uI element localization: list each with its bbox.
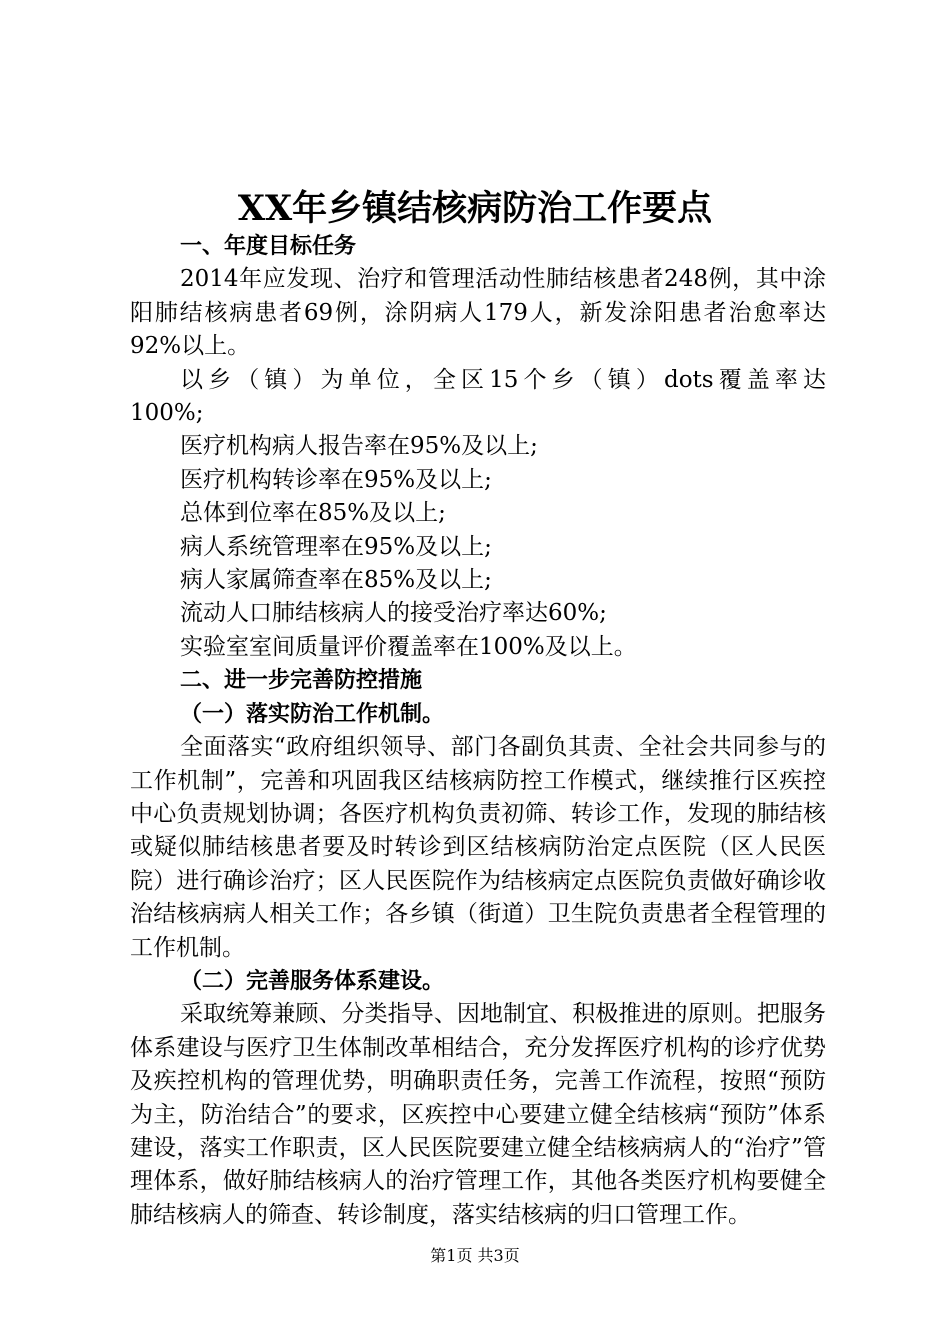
section-heading-annual-goals: 一、年度目标任务 xyxy=(180,234,357,259)
target-item: 实验室室间质量评价覆盖率在100%及以上。 xyxy=(180,633,637,660)
coverage-paragraph-line1: 以乡（镇）为单位，全区15个乡（镇）dots覆盖率达 xyxy=(180,366,826,393)
target-item: 病人家属筛查率在85%及以上; xyxy=(180,567,492,594)
coverage-paragraph-line2: 100%; xyxy=(130,400,204,427)
page-footer: 第1页 共3页 xyxy=(430,1246,520,1265)
target-item: 医疗机构转诊率在95%及以上; xyxy=(180,466,492,493)
section-heading-prevention-measures: 二、进一步完善防控措施 xyxy=(180,668,423,694)
target-item: 总体到位率在85%及以上; xyxy=(180,500,446,527)
subsection-heading-service-system: （二）完善服务体系建设。 xyxy=(180,968,445,994)
document-title: XX年乡镇结核病防治工作要点 xyxy=(237,188,713,229)
mechanism-paragraph: 全面落实“政府组织领导、部门各副负其责、全社会共同参与的工作机制”，完善和巩固我区结核病防控工作模式，继续推行区疾控中心负责规划协调；各医疗机构负责初筛、转诊工作，发现的肺结核或疑似肺结核患者要及时转诊到区结核病防治定点医院（区人民医院）进行确诊治疗；区人民医院作为结核病定点医院负责做好确诊收治结核病病人相关工作；各乡镇（街道）卫生院负责患者全程管理的工作机制。 xyxy=(130,734,826,961)
service-system-paragraph: 采取统筹兼顾、分类指导、因地制宜、积极推进的原则。把服务体系建设与医疗卫生体制改革相结合，充分发挥医疗机构的诊疗优势及疾控机构的管理优势，明确职责任务，完善工作流程，按照“预防为主，防治结合”的要求，区疾控中心要建立健全结核病“预防”体系建设，落实工作职责，区人民医院要建立健全结核病病人的“治疗”管理体系，做好肺结核病人的治疗管理工作，其他各类医疗机构要健全肺结核病人的筛查、转诊制度，落实结核病的归口管理工作。 xyxy=(130,1001,826,1228)
subsection-heading-mechanism: （一）落实防治工作机制。 xyxy=(180,701,445,727)
target-item: 医疗机构病人报告率在95%及以上; xyxy=(180,433,538,460)
target-item: 病人系统管理率在95%及以上; xyxy=(180,533,492,560)
goals-paragraph: 2014年应发现、治疗和管理活动性肺结核患者248例，其中涂阳肺结核病患者69例，涂阴病人179人，新发涂阳患者治愈率达92%以上。 xyxy=(130,266,826,360)
document-body xyxy=(130,230,826,1232)
target-item: 流动人口肺结核病人的接受治疗率达60%; xyxy=(180,600,607,627)
